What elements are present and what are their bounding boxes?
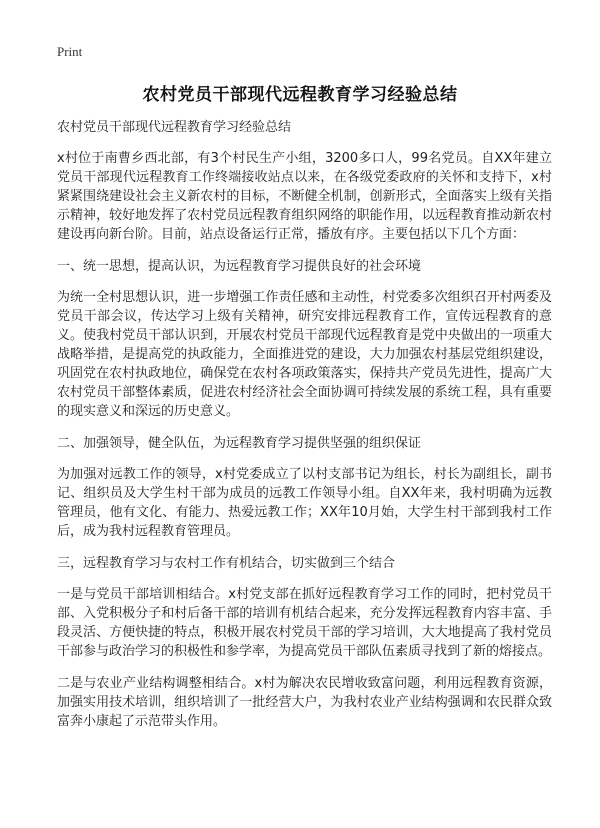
print-link[interactable]: Print: [57, 44, 83, 59]
section-heading-1: 一、统一思想，提高认识，为远程教育学习提供良好的社会环境: [57, 259, 422, 274]
document-subtitle: 农村党员干部现代远程教育学习经验总结: [57, 120, 292, 135]
intro-paragraph: x村位于南曹乡西北部，有3个村民生产小组，3200多口人，99名党员。自XX年建立党员干部现代远程教育工作终端接收站点以来，在各级党委政府的关怀和支持下，x村紧紧围绕建设社会主义新农村的目标，不断健全机制，创新形式，全面落实上级有关指示精神，较好地发挥了农村党员远程教育组织网络的职能作用，以远程教育推动新农村建设再向新台阶。目前，站点设备运行正常，播放有序。主要包括以下几个方面：: [57, 151, 552, 242]
section-heading-2: 二、加强领导，健全队伍，为远程教育学习提供坚强的组织保证: [57, 436, 422, 451]
section-3b-paragraph: 二是与农业产业结构调整相结合。x村为解决农民增收致富问题，利用远程教育资源，加强实用技术培训，组织培训了一批经营大户，为我村农业产业结构强调和农民群众致富奔小康起了示范带头作用。: [57, 676, 552, 729]
section-3a-paragraph: 一是与党员干部培训相结合。x村党支部在抓好远程教育学习工作的同时，把村党员干部、入党积极分子和村后备干部的培训有机结合起来，充分发挥远程教育内容丰富、手段灵活、方便快捷的特点，积极开展农村党员干部的学习培训，大大地提高了我村党员干部参与政治学习的积极性和参学率，为提高党员干部队伍素质寻找到了新的熔接点。: [57, 587, 552, 659]
section-2-paragraph: 为加强对远教工作的领导，x村党委成立了以村支部书记为组长，村长为副组长，副书记、组织员及大学生村干部为成员的远教工作领导小组。自XX年来，我村明确为远教管理员，他有文化、有能力、热爱远教工作；XX年10月始，大学生村干部到我村工作后，成为我村远程教育管理员。: [57, 467, 552, 539]
section-heading-3: 三，远程教育学习与农村工作有机结合，切实做到三个结合: [57, 556, 396, 571]
document-body: [57, 118, 552, 744]
section-1-paragraph: 为统一全村思想认识，进一步增强工作责任感和主动性，村党委多次组织召开村两委及党员干部会议，传达学习上级有关精神，研究安排远程教育工作，宣传远程教育的意义。使我村党员干部认识到，开展农村党员干部现代远程教育是党中央做出的一项重大战略举措，是提高党的执政能力，全面推进党的建设，大力加强农村基层党组织建设，巩固党在农村执政地位，确保党在农村各项政策落实，保持共产党员先进性，提高广大农村党员干部整体素质，促进农村经济社会全面协调可持续发展的系统工程，具有重要的现实意义和深远的历史意义。: [57, 290, 552, 419]
page-title: 农村党员干部现代远程教育学习经验总结: [142, 85, 458, 105]
